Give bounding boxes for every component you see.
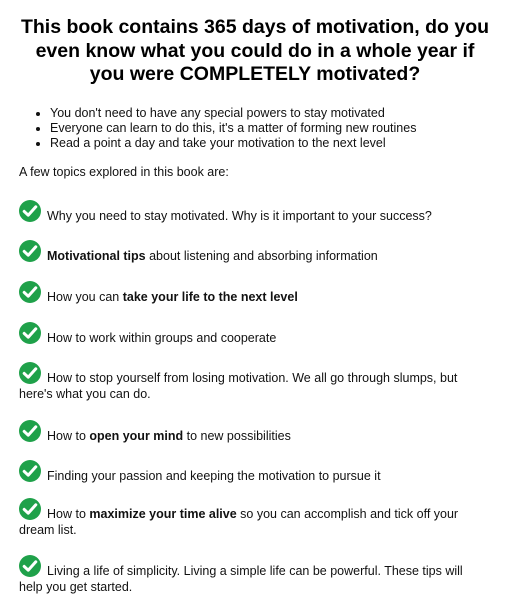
checkmark-circle-icon [19,281,41,303]
checkmark-circle-icon [19,200,41,222]
topic-text-post: to new possibilities [183,429,291,443]
topic-item [19,460,479,484]
topic-text-pre: How to [47,507,90,521]
topic-text-bold: Motivational tips [47,249,146,263]
bullet-item: • You don't need to have any special powers to stay motivated [50,106,416,121]
topic-text-bold: take your life to the next level [122,290,298,304]
topic-item [19,322,479,346]
topic-item [19,240,479,264]
topic-text-pre: Why you need to stay motivated. Why is it important to your success? [47,209,432,223]
checkmark-circle-icon [19,362,41,384]
topic-item [19,420,479,444]
checkmark-circle-icon [19,420,41,442]
page-title: This book contains 365 days of motivation, do you even know what you could do in a whole year if you were COMPLETELY motivated? [20,16,490,85]
topic-text-pre: Finding your passion and keeping the motivation to pursue it [47,469,381,483]
topics-intro: A few topics explored in this book are: [19,165,229,179]
topic-text-post: so you can accomplish and tick off your dream list. [19,507,459,537]
topic-text-pre: How to [47,429,90,443]
topic-text-pre: Living a life of simplicity. Living a simple life can be powerful. These tips will help you get started. [19,564,463,594]
topic-item [19,200,479,224]
topic-item [19,498,479,538]
topic-text-pre: How to work within groups and cooperate [47,331,277,345]
topic-item [19,281,479,305]
topic-text-bold: maximize your time alive [89,507,237,521]
checkmark-circle-icon [19,498,41,520]
bullet-list [0,106,416,151]
bullet-item: • Read a point a day and take your motivation to the next level [50,136,416,151]
bullet-item: • Everyone can learn to do this, it's a matter of forming new routines [50,121,416,136]
checkmark-circle-icon [19,460,41,482]
checkmark-circle-icon [19,555,41,577]
topic-item [19,555,479,595]
topic-text-pre: How to stop yourself from losing motivation. We all go through slumps, but here's what you can do. [19,371,458,401]
checkmark-circle-icon [19,322,41,344]
topic-text-pre: How you can [47,290,123,304]
topic-text-post: about listening and absorbing information [145,249,378,263]
topic-item [19,362,479,402]
checkmark-circle-icon [19,240,41,262]
topic-text-bold: open your mind [89,429,184,443]
